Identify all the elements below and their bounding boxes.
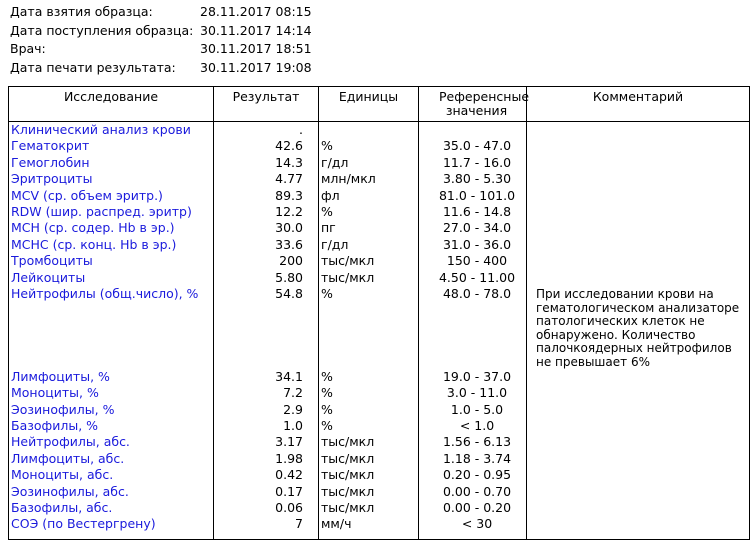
test-unit: фл: [321, 187, 340, 203]
table-row: [9, 204, 749, 220]
header-units: Единицы: [338, 89, 399, 104]
test-result: 42.6: [275, 138, 303, 154]
test-reference: 1.0 - 5.0: [450, 401, 504, 417]
test-result: 1.0: [283, 418, 303, 434]
sample-info: [10, 3, 312, 77]
table-row: [9, 467, 749, 483]
test-unit: %: [321, 138, 333, 154]
table-row: [9, 385, 749, 401]
table-row: [9, 171, 749, 187]
test-name: Лейкоциты: [11, 269, 86, 285]
test-reference: 0.20 - 0.95: [442, 467, 512, 483]
test-result: 0.42: [275, 467, 303, 483]
test-reference: 81.0 - 101.0: [438, 187, 516, 203]
table-row: [9, 418, 749, 434]
test-name: Лимфоциты, абс.: [11, 450, 125, 466]
test-reference: 3.0 - 11.0: [446, 385, 508, 401]
test-reference: 35.0 - 47.0: [442, 138, 512, 154]
meta-label: Врач:: [10, 41, 46, 56]
test-result: 0.17: [275, 483, 303, 499]
table-row: [9, 220, 749, 236]
meta-label: Дата поступления образца:: [10, 22, 194, 38]
test-result: 0.06: [275, 500, 303, 516]
test-name: СОЭ (по Вестергрену): [11, 516, 156, 532]
test-result: 2.9: [283, 401, 303, 417]
meta-row-sampling-date: [10, 3, 312, 22]
test-result: 5.80: [275, 269, 303, 285]
table-row: [9, 434, 749, 450]
test-reference: 11.6 - 14.8: [442, 203, 512, 219]
test-unit: тыс/мкл: [321, 500, 375, 516]
test-reference: < 30: [461, 516, 493, 532]
test-unit: г/дл: [321, 154, 349, 170]
meta-row-doctor: [10, 40, 312, 59]
test-reference: 4.50 - 11.00: [438, 269, 516, 285]
meta-value: 30.11.2017 18:51: [200, 41, 312, 56]
meta-value: 28.11.2017 08:15: [200, 4, 312, 19]
test-unit: тыс/мкл: [321, 450, 375, 466]
test-name: Эритроциты: [11, 171, 93, 187]
test-name: Базофилы, абс.: [11, 500, 113, 516]
test-reference: 0.00 - 0.20: [442, 500, 512, 516]
test-unit: %: [321, 285, 333, 301]
table-row: [9, 138, 749, 154]
table-row: [9, 484, 749, 500]
test-unit: %: [321, 385, 333, 401]
meta-label: Дата взятия образца:: [10, 4, 153, 19]
test-name: Клинический анализ крови: [11, 122, 191, 137]
test-name: Эозинофилы, абс.: [11, 483, 129, 499]
table-row: [9, 270, 749, 286]
test-result: 200: [279, 253, 303, 269]
meta-row-receipt-date: [10, 22, 312, 41]
table-row: [9, 188, 749, 204]
meta-value: 30.11.2017 19:08: [200, 59, 312, 75]
test-name: Эозинофилы, %: [11, 401, 115, 417]
test-name: RDW (шир. распред. эритр): [11, 203, 192, 219]
table-row: [9, 155, 749, 171]
test-reference: 150 - 400: [446, 253, 508, 269]
test-unit: мм/ч: [321, 516, 352, 532]
test-result: 4.77: [275, 171, 303, 187]
test-unit: %: [321, 368, 333, 384]
test-name: Базофилы, %: [11, 418, 99, 434]
test-name: Гемоглобин: [11, 154, 90, 170]
test-name: Лимфоциты, %: [11, 368, 110, 384]
test-reference: 3.80 - 5.30: [442, 171, 512, 187]
table-row: [9, 369, 749, 385]
table-row: [9, 451, 749, 467]
table-row: [9, 516, 749, 532]
table-row: [9, 237, 749, 253]
test-name: Моноциты, %: [11, 385, 99, 401]
table-row: [9, 402, 749, 418]
table-row: [9, 122, 749, 138]
test-result: 1.98: [275, 450, 303, 466]
test-unit: тыс/мкл: [321, 253, 375, 269]
header-study: Исследование: [63, 89, 159, 104]
test-reference: 31.0 - 36.0: [442, 236, 512, 252]
header-comment: Комментарий: [592, 89, 684, 104]
test-name: MCV (ср. объем эритр.): [11, 187, 163, 203]
test-result: 7: [295, 516, 303, 532]
test-result: .: [299, 122, 303, 137]
test-reference: 0.00 - 0.70: [442, 483, 512, 499]
meta-value: 30.11.2017 14:14: [200, 22, 312, 38]
test-reference: 11.7 - 16.0: [442, 154, 512, 170]
test-unit: тыс/мкл: [321, 269, 375, 285]
test-name: Нейтрофилы, абс.: [11, 434, 130, 450]
test-result: 3.17: [275, 434, 303, 450]
test-name: Тромбоциты: [11, 253, 93, 269]
test-unit: млн/мкл: [321, 171, 376, 187]
test-reference: 27.0 - 34.0: [442, 220, 512, 236]
meta-row-print-date: [10, 59, 312, 78]
test-result: 89.3: [275, 187, 303, 203]
table-row: [9, 253, 749, 269]
test-reference: 1.56 - 6.13: [442, 434, 512, 450]
test-name: MCHC (ср. конц. Hb в эр.): [11, 236, 177, 252]
test-result: 7.2: [283, 385, 303, 401]
test-reference: < 1.0: [459, 418, 495, 434]
results-table: [8, 86, 750, 540]
test-result: 33.6: [275, 236, 303, 252]
test-name: Гематокрит: [11, 138, 90, 154]
test-result: 14.3: [275, 154, 303, 170]
header-reference: Референсные значения: [439, 89, 530, 118]
test-unit: тыс/мкл: [321, 467, 375, 483]
test-unit: %: [321, 401, 333, 417]
test-unit: %: [321, 203, 333, 219]
test-unit: пг: [321, 220, 336, 236]
meta-label: Дата печати результата:: [10, 59, 176, 75]
comment-text: При исследовании крови на гематологическом анализаторе патологических клеток не обнаружено. Количество палочкоядерных нейтрофилов не превышает 6%: [536, 287, 740, 369]
test-result: 34.1: [275, 368, 303, 384]
test-name: Моноциты, абс.: [11, 467, 114, 483]
test-unit: г/дл: [321, 236, 349, 252]
test-reference: 1.18 - 3.74: [442, 450, 512, 466]
test-result: 30.0: [275, 220, 303, 236]
test-name: MCH (ср. содер. Hb в эр.): [11, 220, 175, 236]
header-result: Результат: [232, 89, 300, 104]
test-unit: %: [321, 418, 333, 434]
test-reference: 48.0 - 78.0: [442, 285, 512, 301]
test-name: Нейтрофилы (общ.число), %: [11, 285, 199, 301]
test-unit: тыс/мкл: [321, 434, 375, 450]
test-reference: 19.0 - 37.0: [442, 368, 512, 384]
table-row: [9, 500, 749, 516]
test-unit: тыс/мкл: [321, 483, 375, 499]
test-result: 54.8: [275, 285, 303, 301]
test-result: 12.2: [275, 203, 303, 219]
